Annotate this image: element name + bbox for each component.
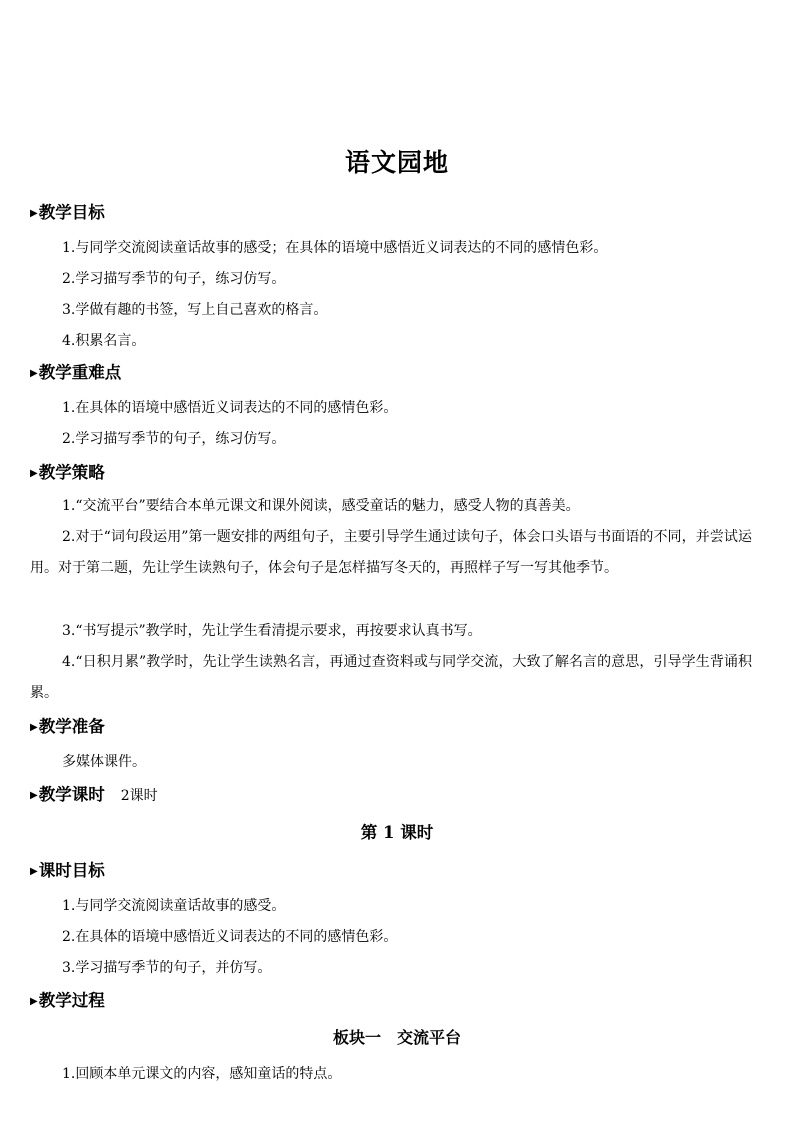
section-heading-label: 教学过程 [38, 991, 105, 1010]
section-heading-lesson-goals [30, 859, 105, 884]
triangle-right-icon: ▶ [30, 790, 38, 801]
triangle-right-icon: ▶ [30, 996, 38, 1007]
list-item: 1.与同学交流阅读童话故事的感受；在具体的语境中感悟近义词表达的不同的感情色彩。 [62, 240, 608, 256]
list-item: 1.在具体的语境中感悟近义词表达的不同的感情色彩。 [62, 400, 398, 416]
section-heading-label: 教学课时 [38, 785, 105, 804]
strategy-paragraph: 4.“日积月累”教学时，先让学生读熟名言，再通过查资料或与同学交流，大致了解名言的意思，引导学生背诵积累。 [30, 654, 752, 701]
list-item: 3.学习描写季节的句子，并仿写。 [62, 960, 272, 976]
list-item: 2.学习描写季节的句子，练习仿写。 [62, 271, 286, 287]
list-item: 1.回顾本单元课文的内容，感知童话的特点。 [62, 1066, 342, 1082]
triangle-right-icon: ▶ [30, 722, 38, 733]
triangle-right-icon: ▶ [30, 866, 38, 877]
section-heading-strategy [30, 461, 105, 486]
list-item: 4.积累名言。 [62, 333, 146, 349]
section-heading-label: 教学重难点 [38, 363, 122, 382]
section-heading-label: 教学准备 [38, 717, 105, 736]
section-heading-hours [30, 783, 158, 808]
section-heading-label: 课时目标 [38, 861, 105, 880]
section-heading-label: 教学策略 [38, 463, 105, 482]
list-item: 2.学习描写季节的句子，练习仿写。 [62, 431, 286, 447]
section-heading-key-points [30, 361, 121, 386]
section-heading-process [30, 989, 105, 1014]
strategy-paragraph: 2.对于“词句段运用”第一题安排的两组句子，主要引导学生通过读句子，体会口头语与书面语的不同，并尝试运用。对于第二题，先让学生读熟句子，体会句子是怎样描写冬天的，再照样子写一写其他季节。 [30, 529, 752, 576]
preparation-text: 多媒体课件。 [62, 754, 146, 770]
list-item: 3.学做有趣的书签，写上自己喜欢的格言。 [62, 302, 328, 318]
list-item: 1.与同学交流阅读童话故事的感受。 [62, 898, 286, 914]
section-heading-label: 教学目标 [38, 203, 105, 222]
block-title: 板块一 交流平台 [332, 1028, 461, 1047]
list-item: 2.在具体的语境中感悟近义词表达的不同的感情色彩。 [62, 929, 398, 945]
strategy-paragraph: 3.“书写提示”教学时，先让学生看清提示要求，再按要求认真书写。 [62, 623, 482, 639]
strategy-paragraph: 1.“交流平台”要结合本单元课文和课外阅读，感受童话的魅力，感受人物的真善美。 [62, 498, 580, 514]
page-title: 语文园地 [344, 148, 449, 177]
hours-value: 2课时 [120, 788, 158, 804]
triangle-right-icon: ▶ [30, 468, 38, 479]
triangle-right-icon: ▶ [30, 208, 38, 219]
lesson-title: 第 1 课时 [360, 823, 434, 842]
triangle-right-icon: ▶ [30, 368, 38, 379]
section-heading-preparation [30, 715, 105, 740]
section-heading-goals [30, 201, 105, 226]
